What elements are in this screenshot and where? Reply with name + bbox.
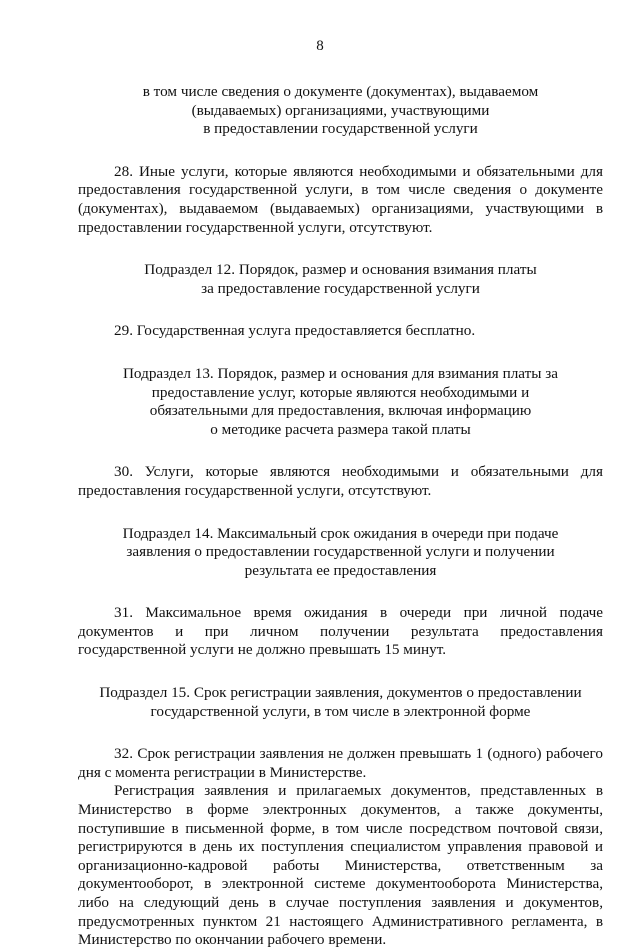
paragraph-28: 28. Иные услуги, которые являются необходимыми и обязательными для предоставления государственной услуги, в том числе сведения о документе (документах), выдаваемом (выдаваемых) организациями, участвующими в предоставлении государственной услуги, отсутствуют. bbox=[78, 162, 603, 236]
heading-line: Подраздел 12. Порядок, размер и основания взимания платы bbox=[144, 261, 537, 279]
section-heading-intro bbox=[78, 83, 603, 139]
heading-line: государственной услуги, в том числе в электронной форме bbox=[150, 702, 531, 720]
paragraph-32: 32. Срок регистрации заявления не должен превышать 1 (одного) рабочего дня с момента регистрации в Министерстве. bbox=[78, 745, 603, 781]
heading-line: Подраздел 13. Порядок, размер и основания для взимания платы за bbox=[122, 364, 559, 382]
heading-line: в предоставлении государственной услуги bbox=[203, 120, 478, 138]
section-heading-subsection-12 bbox=[78, 261, 603, 298]
heading-line: в том числе сведения о документе (документах), выдаваемом bbox=[142, 83, 539, 100]
paragraph-29: 29. Государственная услуга предоставляется бесплатно. bbox=[114, 322, 476, 340]
heading-line: заявления о предоставлении государственной услуги и получении bbox=[126, 543, 555, 561]
heading-line: о методике расчета размера такой платы bbox=[210, 420, 471, 438]
paragraph-30: 30. Услуги, которые являются необходимыми и обязательными для предоставления государственной услуги, отсутствуют. bbox=[78, 463, 603, 499]
section-heading-subsection-15 bbox=[78, 684, 603, 721]
heading-line: Подраздел 14. Максимальный срок ожидания в очереди при подаче bbox=[122, 524, 559, 542]
heading-line: за предоставление государственной услуги bbox=[201, 279, 480, 297]
heading-line: (выдаваемых) организациями, участвующими bbox=[191, 101, 490, 119]
page-number: 8 bbox=[316, 38, 324, 54]
section-heading-subsection-14 bbox=[78, 525, 603, 581]
heading-line: обязательными для предоставления, включая информацию bbox=[149, 402, 532, 420]
paragraph-31: 31. Максимальное время ожидания в очереди при личной подаче документов и при личном получении результата предоставления государственной услуги не должно превышать 15 минут. bbox=[78, 604, 603, 659]
heading-line: результата ее предоставления bbox=[244, 561, 437, 579]
heading-line: предоставление услуг, которые являются необходимыми и bbox=[151, 383, 530, 401]
document-body bbox=[78, 83, 603, 950]
heading-line: Подраздел 15. Срок регистрации заявления, документов о предоставлении bbox=[99, 684, 582, 702]
section-heading-subsection-13 bbox=[78, 365, 603, 439]
paragraph-32-registration: Регистрация заявления и прилагаемых документов, представленных в Министерство в форме электронных документов, а также документы, поступившие в письменной форме, в том числе посредством почтовой связи, регистрируются в день их поступления специалистом управления правовой и организационно-кадровой работы Министерства, ответственным за документооборот, в электронной системе документооборота Министерства, либо на следующий день в случае поступления заявления и документов, предусмотренных пунктом 21 настоящего Административного регламента, в Министерство по окончании рабочего времени. bbox=[78, 782, 603, 949]
